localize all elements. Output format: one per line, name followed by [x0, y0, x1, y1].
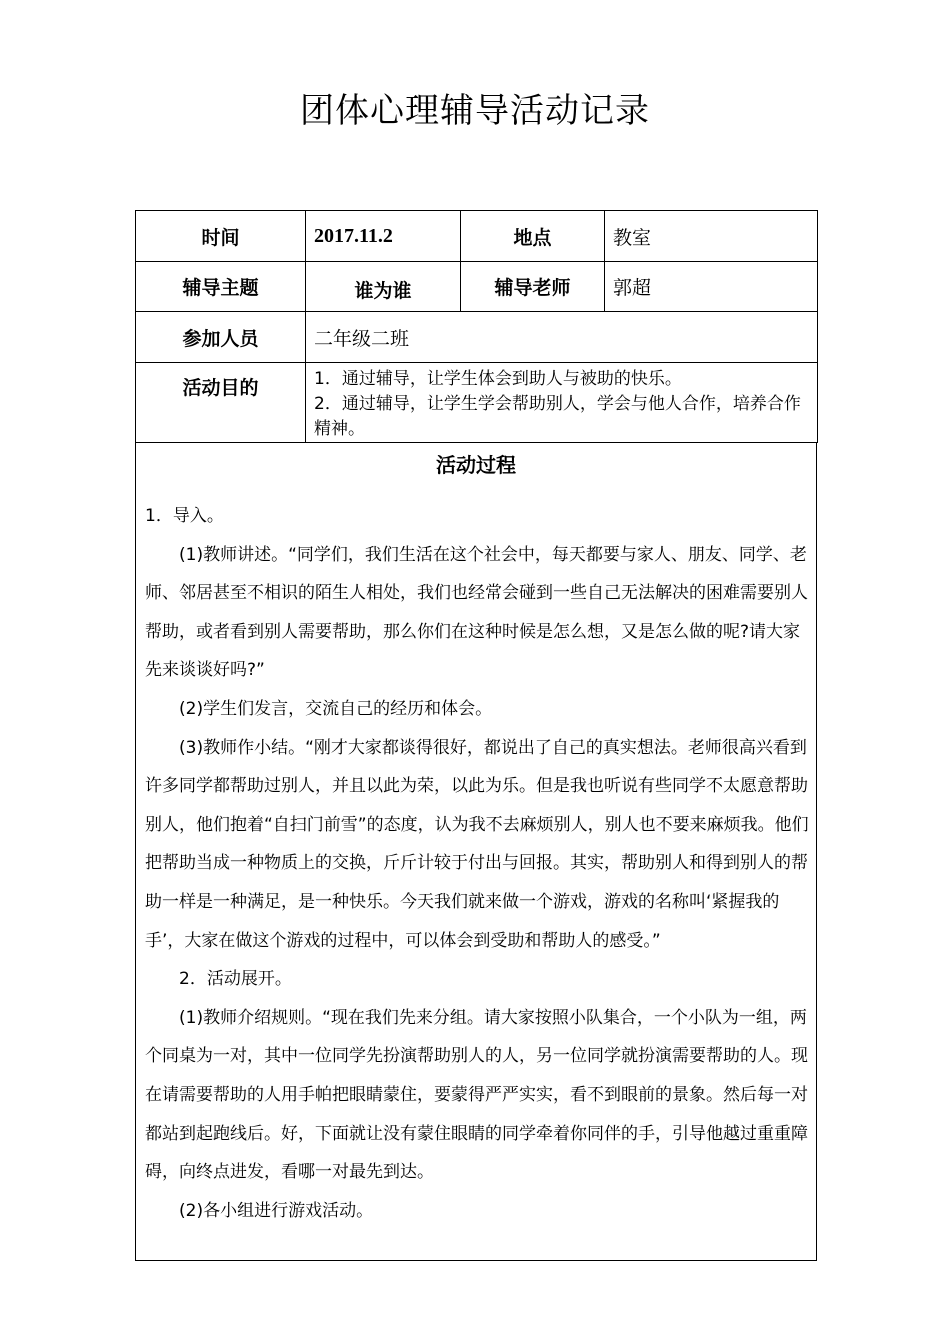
theme-value: 谁为谁: [306, 262, 461, 312]
document-title: 团体心理辅导活动记录: [300, 91, 650, 131]
goal-line-1: 1．通过辅导，让学生体会到助人与被助的快乐。: [314, 369, 682, 389]
process-paragraph: 2．活动展开。: [179, 969, 292, 990]
activity-process-section: [135, 442, 817, 1261]
process-paragraph: (3)教师作小结。“刚才大家都谈得很好，都说出了自己的真实想法。老师很高兴看到许多同学都帮助过别人，并且以此为荣，以此为乐。但是我也听说有些同学不太愿意帮助别人，他们抱着“自扫门前雪”的态度，认为我不去麻烦别人，别人也不要来麻烦我。他们把帮助当成一种物质上的交换，斤斤计较于付出与回报。其实，帮助别人和得到别人的帮助一样是一种满足，是一种快乐。今天我们就来做一个游戏，游戏的名称叫‘紧握我的手’，大家在做这个游戏的过程中，可以体会到受助和帮助人的感受。”: [145, 737, 809, 951]
place-label: 地点: [461, 211, 605, 262]
time-label: 时间: [136, 211, 306, 262]
theme-label: 辅导主题: [136, 262, 306, 312]
process-paragraph: (2)学生们发言，交流自己的经历和体会。: [179, 698, 493, 719]
goal-value: [306, 363, 818, 443]
place-value: 教室: [605, 211, 818, 262]
goal-line-2: 2．通过辅导，让学生学会帮助别人，学会与他人合作，培养合作精神。: [314, 394, 801, 439]
process-paragraph: (1)教师介绍规则。“现在我们先来分组。请大家按照小队集合，一个小队为一组，两个同桌为一对，其中一位同学先扮演帮助别人的人，另一位同学就扮演需要帮助的人。现在请需要帮助的人用手帕把眼睛蒙住，要蒙得严严实实，看不到眼前的景象。然后每一对都站到起跑线后。好，下面就让没有蒙住眼睛的同学牵着你同伴的手，引导他越过重重障碍，向终点进发，看哪一对最先到达。: [145, 1007, 808, 1183]
process-paragraph: 1．导入。: [145, 506, 224, 526]
participants-label: 参加人员: [136, 312, 306, 363]
teacher-value: 郭超: [605, 262, 818, 312]
process-paragraph: (2)各小组进行游戏活动。: [179, 1200, 374, 1221]
info-table: [135, 210, 818, 443]
process-body: [136, 497, 816, 1230]
teacher-label: 辅导老师: [461, 262, 605, 312]
participants-value: 二年级二班: [306, 312, 818, 363]
process-paragraph: (1)教师讲述。“同学们，我们生活在这个社会中，每天都要与家人、朋友、同学、老师、邻居甚至不相识的陌生人相处，我们也经常会碰到一些自己无法解决的困难需要别人帮助，或者看到别人需要帮助，那么你们在这种时候是怎么想，又是怎么做的呢?请大家先来谈谈好吗?”: [145, 544, 808, 681]
time-value: 2017.11.2: [306, 211, 461, 262]
goal-label: 活动目的: [136, 363, 306, 443]
process-heading: 活动过程: [436, 453, 516, 477]
